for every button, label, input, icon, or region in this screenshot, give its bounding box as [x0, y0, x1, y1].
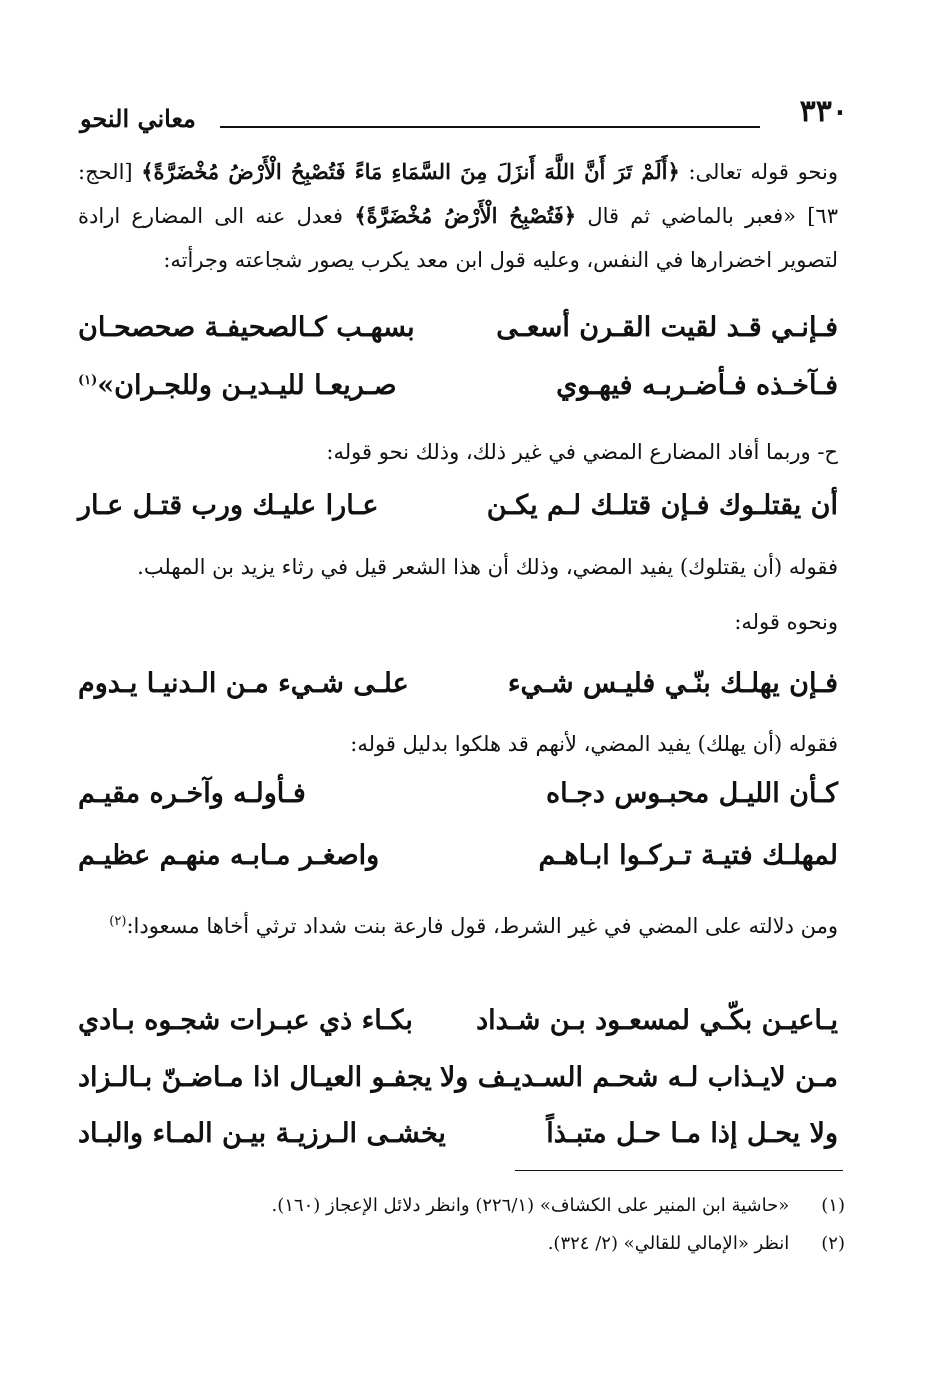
- footnote-2: [200, 1233, 845, 1254]
- footnote-separator: [515, 1170, 843, 1171]
- running-title: معاني النحو: [80, 104, 196, 133]
- verse-2-first-hemistich: فـآخـذه فـأضـربـه فيهـوي: [556, 370, 838, 401]
- verse-2-second-hemistich: [78, 370, 397, 401]
- verse-6-second-hemistich: واصغـر مـابـه منهـم عظيـم: [78, 840, 380, 871]
- commentary-3: فقوله (أن يهلك) يفيد المضي، لأنهم قد هلكوا بدليل قوله:: [350, 732, 838, 756]
- verse-5-second-hemistich: فـأولـه وآخـره مقيـم: [78, 778, 306, 809]
- verse-8-second-hemistich: يجفـو العيـال اذا مـاضـنّ بـالـزاد: [78, 1062, 432, 1093]
- intro-line2-rest: فعدل عنه الى المضارع: [131, 204, 344, 228]
- verse-6-first-hemistich: لمهلـك فتيـة تـركـوا ابـاهـم: [538, 840, 838, 871]
- header-rule: [220, 126, 760, 128]
- intro-line1-prefix: ونحو قوله تعالى:: [688, 160, 838, 184]
- commentary-4-text: ومن دلالته على المضي في غير الشرط، قول فارعة بنت شداد ترثي أخاها مسعودا:: [126, 914, 838, 938]
- footnote-2-text: انظر «الإمالي للقالي» (٢/ ٣٢٤).: [547, 1233, 790, 1254]
- section-h-paragraph: ح- وربما أفاد المضارع المضي في غير ذلك، وذلك نحو قوله:: [326, 440, 838, 464]
- footnote-1-number: (١): [821, 1195, 845, 1216]
- commentary-1: فقوله (أن يقتلوك) يفيد المضي، وذلك أن هذا الشعر قيل في رثاء يزيد بن المهلب.: [137, 555, 838, 579]
- intro-line3: ارادة لتصوير اخضرارها في النفس، وعليه قول ابن معد يكرب يصور شجاعته وجرأته:: [78, 204, 838, 272]
- commentary-4: [78, 900, 838, 948]
- verse-9-second-hemistich: يخشـى الـرزيـة بيـن المـاء والبـاد: [78, 1118, 446, 1149]
- surah-reference: [الحج: ٦٣] «فعبر بالماضي ثم قال: [78, 160, 838, 228]
- verse-2-second-text: صـريعـا لليـديـن وللجـران»: [97, 370, 397, 401]
- footnote-2-number: (٢): [821, 1233, 845, 1254]
- verse-3-second-hemistich: عـارا عليـك ورب قتـل عـار: [78, 490, 379, 521]
- verse-7-second-hemistich: بكـاء ذي عبـرات شجـوه بـادي: [78, 1005, 413, 1036]
- verse-9: [78, 1118, 838, 1168]
- commentary-2: ونحوه قوله:: [734, 610, 838, 634]
- verse-1-second-hemistich: بسهـب كـالصحيفـة صحصحـان: [78, 312, 415, 343]
- quran-quote-full: ﴿أَلَمْ تَرَ أَنَّ اللَّهَ أَنزَلَ مِنَ السَّمَاءِ مَاءً فَتُصْبِحُ الْأَرْضُ مُخْضَرَّةً﴾: [141, 159, 680, 184]
- footnote-1: [200, 1195, 845, 1216]
- verse-6: [78, 840, 838, 890]
- quran-quote-short: ﴿فَتُصْبِحُ الْأَرْضُ مُخْضَرَّةً﴾: [354, 203, 577, 228]
- verse-3-first-hemistich: أن يقتلـوك فـإن قتلـك لـم يكـن: [486, 490, 838, 521]
- footnote-1-text: «حاشية ابن المنير على الكشاف» (٢٢٦/١) وانظر دلائل الإعجاز (١٦٠).: [271, 1195, 790, 1216]
- verse-8-first-hemistich: مـن لايـذاب لـه شحـم السـديـف ولا: [439, 1062, 838, 1093]
- intro-paragraph: [78, 150, 838, 282]
- footnote-marker-2: (٢): [109, 914, 127, 929]
- verse-3: [78, 490, 838, 540]
- verse-4-first-hemistich: فـإن يهلـك بنّـي فليـس شـيء: [507, 668, 838, 699]
- verse-7: [78, 1005, 838, 1055]
- verse-5-first-hemistich: كـأن الليـل محبـوس دجـاه: [545, 778, 838, 809]
- verse-1-first-hemistich: فـإنـي قـد لقيت القـرن أسعـى: [496, 312, 838, 343]
- verse-9-first-hemistich: ولا يحـل إذا مـا حـل متبـذاً: [546, 1118, 838, 1149]
- verse-1: [78, 312, 838, 362]
- verse-7-first-hemistich: يـاعيـن بكّـي لمسعـود بـن شـداد: [476, 1005, 838, 1036]
- page-number: ٣٣٠: [799, 94, 848, 129]
- verse-8: [78, 1062, 838, 1112]
- page-header: [80, 92, 860, 142]
- verse-4-second-hemistich: علـى شـيء مـن الـدنيـا يـدوم: [78, 668, 409, 699]
- footnote-marker-1: (١): [78, 373, 98, 388]
- verse-4: [78, 668, 838, 718]
- verse-5: [78, 778, 838, 828]
- verse-2: [78, 370, 838, 420]
